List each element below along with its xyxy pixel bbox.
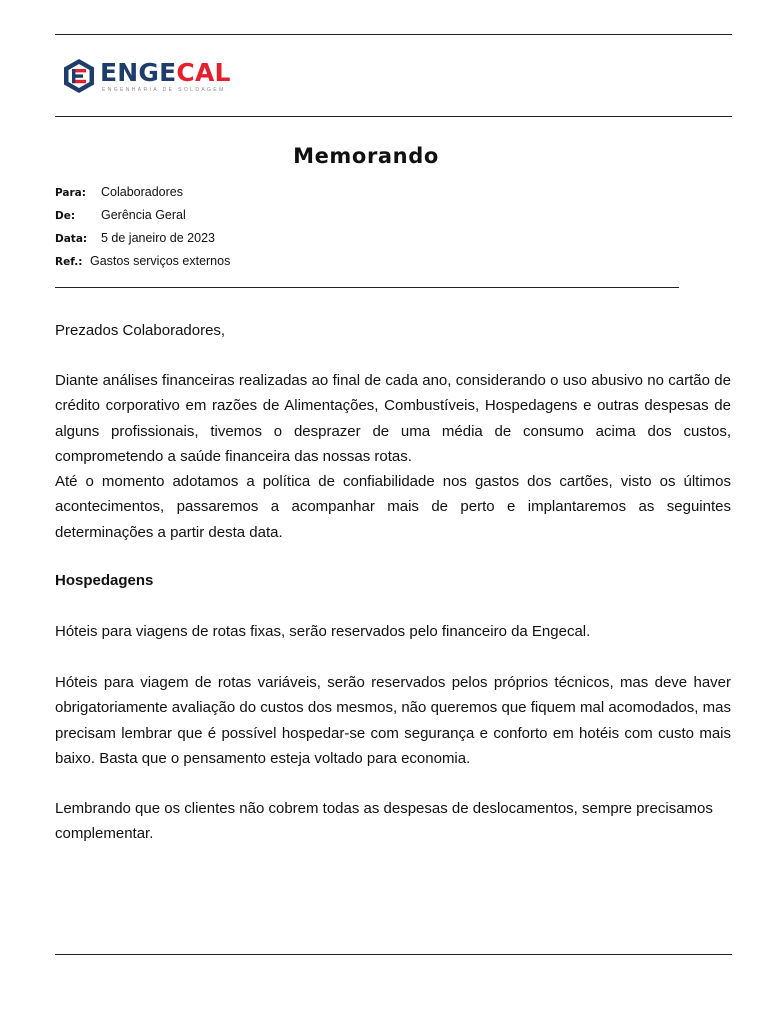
section-heading-hospedagens: Hospedagens xyxy=(55,572,154,589)
memo-date-value: 5 de janeiro de 2023 xyxy=(101,231,215,245)
meta-separator-rule xyxy=(55,287,679,288)
body-paragraph-4: Hóteis para viagem de rotas variáveis, serão reservados pelos próprios técnicos, mas deve haver obrigatoriamente avaliação do custos dos mesmos, não queremos que fiquem mal acomodados, mas precisam lembrar que é possível hospedar-se com segurança e conforto em hotéis com custo mais baixo. Basta que o pensamento esteja voltado para economia. xyxy=(55,674,731,767)
logo-wordmark: ENGECAL xyxy=(100,57,231,87)
body-paragraph-3: Hóteis para viagens de rotas fixas, serão reservados pelo financeiro da Engecal. xyxy=(55,623,591,640)
header-bottom-rule xyxy=(55,116,732,117)
memo-from-value: Gerência Geral xyxy=(101,208,186,222)
header-top-rule xyxy=(55,34,732,35)
engecal-emblem-icon xyxy=(62,58,96,94)
memo-title: Memorando xyxy=(293,144,439,168)
body-paragraph-2: Até o momento adotamos a política de confiabilidade nos gastos dos cartões, visto os últimos acontecimentos, passaremos a acompanhar mais de perto e implantaremos as seguintes determinações a partir desta data. xyxy=(55,473,731,541)
memo-ref-label: Ref.: xyxy=(55,256,83,268)
memo-from-row xyxy=(55,208,186,222)
body-paragraph-1: Diante análises financeiras realizadas ao final de cada ano, considerando o uso abusivo no cartão de crédito corporativo em razões de Alimentações, Combustíveis, Hospedagens e outras despesas de alguns profissionais, tivemos o desprazer de uma média de consumo acima dos custos, comprometendo a saúde financeira das nossas rotas. xyxy=(55,372,731,465)
memo-ref-value: Gastos serviços externos xyxy=(90,254,231,268)
memo-date-row xyxy=(55,231,215,245)
engecal-logo xyxy=(62,58,231,94)
memo-to-value: Colaboradores xyxy=(101,185,183,199)
logo-tagline: ENGENHARIA DE SOLDAGEM xyxy=(102,86,226,93)
memo-to-row xyxy=(55,185,183,199)
footer-rule xyxy=(55,954,732,955)
memo-date-label: Data: xyxy=(55,233,88,245)
memo-ref-row xyxy=(55,254,231,268)
body-paragraph-5: Lembrando que os clientes não cobrem todas as despesas de deslocamentos, sempre precisamos complementar. xyxy=(55,800,713,843)
memo-to-label: Para: xyxy=(55,187,86,199)
greeting: Prezados Colaboradores, xyxy=(55,322,226,339)
memo-from-label: De: xyxy=(55,210,76,222)
